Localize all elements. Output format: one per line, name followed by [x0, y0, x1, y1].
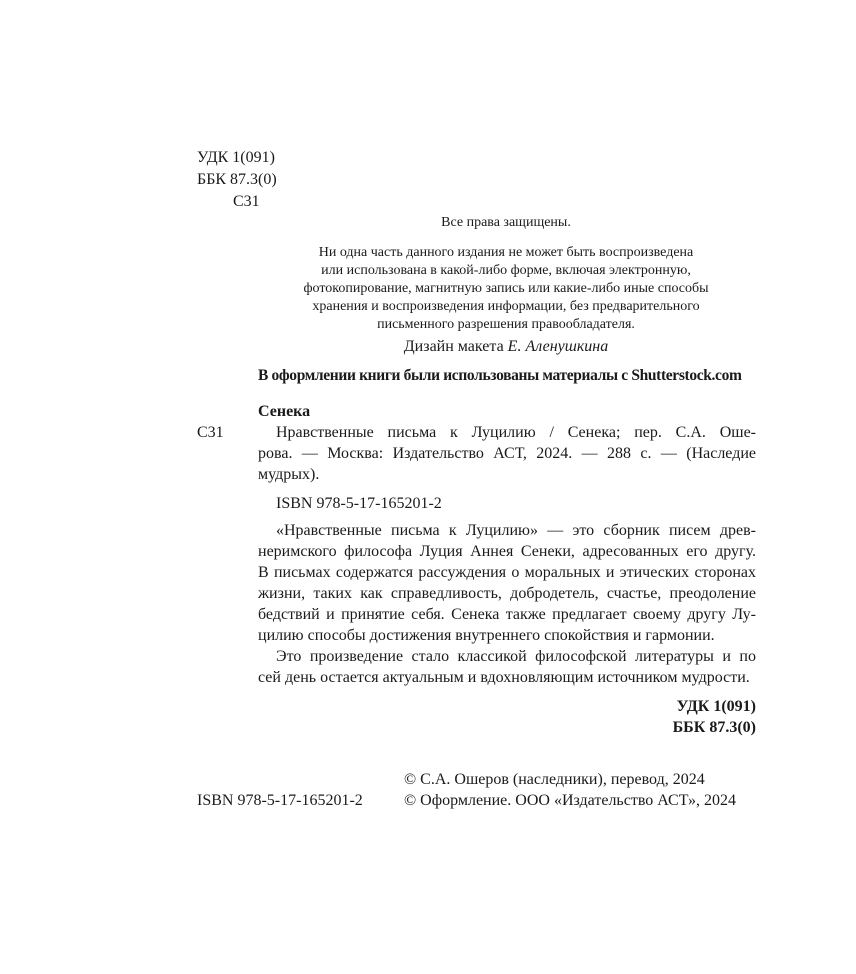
rights-line: фотокопирование, магнитную запись или какие-либо иные способы	[303, 281, 709, 296]
materials-note: В оформлении книги были использованы материалы с Shutterstock.com	[258, 367, 742, 384]
copyright-design: © Оформление. ООО «Издательство АСТ», 2024	[404, 792, 737, 809]
rights-line: письменного разрешения правообладателя.	[377, 317, 635, 332]
bbk-code-bottom: ББК 87.3(0)	[672, 719, 756, 736]
rights-line: хранения и воспроизведения информации, без предварительного	[312, 299, 700, 314]
bibliography-mark: С31	[197, 424, 224, 441]
rights-line: Ни одна часть данного издания не может быть воспроизведена	[318, 245, 694, 260]
bibliography-line: Нравственные письма к Луцилию / Сенека; пер. С.А. Оше-	[276, 424, 756, 441]
design-credit	[200, 337, 812, 357]
bibliography-line: рова. — Москва: Издательство АСТ, 2024. — 288 с. — (Наследие	[258, 445, 756, 462]
annotation-line: бедствий и принятие себя. Сенека также предлагает своему другу Лу-	[258, 606, 756, 623]
copyright-translation: © С.А. Ошеров (наследники), перевод, 2024	[404, 771, 705, 788]
udk-code: УДК 1(091)	[197, 149, 275, 166]
annotation-line: сей день остается актуальным и вдохновляющим источником мудрости.	[258, 669, 750, 686]
udk-code-bottom: УДК 1(091)	[676, 698, 756, 715]
annotation-line: В письмах содержатся рассуждения о моральных и этических сторонах	[258, 564, 756, 581]
rights-line: или использована в какой-либо форме, включая электронную,	[321, 263, 691, 278]
annotation-line: неримского философа Луция Аннея Сенеки, адресованных его другу.	[258, 543, 756, 560]
design-label: Дизайн макета	[403, 338, 504, 355]
annotation-line: «Нравственные письма к Луцилию» — это сборник писем древ-	[276, 522, 756, 539]
annotation-line: цилию способы достижения внутреннего спокойствия и гармонии.	[258, 627, 715, 644]
bibliography-isbn: ISBN 978-5-17-165201-2	[276, 495, 442, 512]
author-mark: С31	[233, 193, 260, 210]
copyright-isbn: ISBN 978-5-17-165201-2	[197, 792, 363, 809]
annotation-line: жизни, таких как справедливость, добродетель, счастье, преодоление	[258, 585, 756, 602]
rights-text	[200, 244, 812, 334]
annotation-line: Это произведение стало классикой философской литературы и по	[276, 648, 756, 665]
rights-title: Все права защищены.	[441, 215, 571, 230]
bbk-code: ББК 87.3(0)	[197, 171, 277, 188]
book-author: Сенека	[258, 403, 311, 420]
bibliography-line: мудрых).	[258, 466, 320, 483]
design-name: Е. Аленушкина	[507, 338, 609, 355]
